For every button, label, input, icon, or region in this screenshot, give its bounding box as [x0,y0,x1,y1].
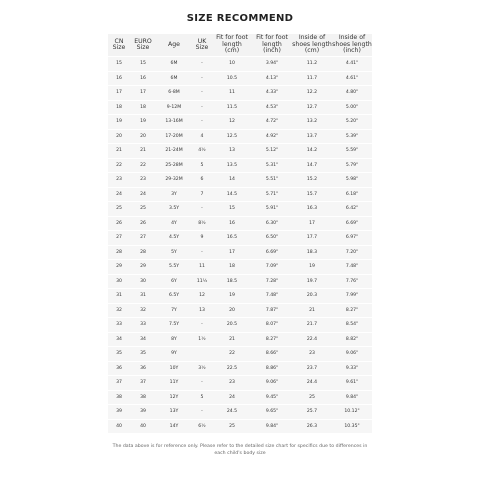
cell-foot-length-cm: 15 [212,202,252,216]
table-row [108,246,372,260]
table-row [108,420,372,434]
cell-foot-length-inch: 4.13" [252,72,292,86]
cell-cn-size: 24 [108,188,130,202]
cell-foot-length-inch: 4.33" [252,86,292,100]
cell-foot-length-inch: 8.66" [252,347,292,361]
cell-euro-size: 24 [130,188,156,202]
cell-foot-length-inch: 9.06" [252,376,292,390]
cell-cn-size: 18 [108,101,130,115]
cell-cn-size: 15 [108,57,130,71]
cell-inside-length-cm: 18.3 [292,246,332,260]
cell-inside-length-cm: 11.2 [292,57,332,71]
cell-inside-length-cm: 13.2 [292,115,332,129]
cell-cn-size: 31 [108,289,130,303]
column-header-age: Age [156,34,192,56]
cell-inside-length-cm: 15.7 [292,188,332,202]
cell-foot-length-inch: 8.07" [252,318,292,332]
column-header-euro-size: EURO Size [130,34,156,56]
column-header-uk-size: UK Size [192,34,212,56]
table-body [108,57,372,433]
cell-inside-length-cm: 17.7 [292,231,332,245]
table-row [108,304,372,318]
cell-inside-length-inch: 6.69" [332,217,372,231]
table-row [108,72,372,86]
cell-uk-size: - [192,72,212,86]
cell-euro-size: 29 [130,260,156,274]
cell-foot-length-inch: 9.45" [252,391,292,405]
cell-euro-size: 39 [130,405,156,419]
cell-inside-length-inch: 5.98" [332,173,372,187]
cell-age: 9-12M [156,101,192,115]
cell-inside-length-inch: 7.76" [332,275,372,289]
cell-cn-size: 38 [108,391,130,405]
cell-foot-length-inch: 5.31" [252,159,292,173]
cell-uk-size: 3½ [192,362,212,376]
cell-inside-length-inch: 7.99" [332,289,372,303]
cell-uk-size: - [192,202,212,216]
table-row [108,318,372,332]
cell-age: 12Y [156,391,192,405]
cell-inside-length-cm: 14.7 [292,159,332,173]
table-row [108,115,372,129]
cell-uk-size: 4½ [192,144,212,158]
cell-foot-length-cm: 12 [212,115,252,129]
cell-inside-length-inch: 7.20" [332,246,372,260]
cell-age: 6-8M [156,86,192,100]
cell-euro-size: 38 [130,391,156,405]
cell-cn-size: 27 [108,231,130,245]
cell-foot-length-cm: 11 [212,86,252,100]
cell-euro-size: 28 [130,246,156,260]
cell-uk-size: - [192,101,212,115]
cell-cn-size: 25 [108,202,130,216]
cell-uk-size: - [192,318,212,332]
cell-foot-length-inch: 9.65" [252,405,292,419]
cell-uk-size: 11 [192,260,212,274]
cell-cn-size: 32 [108,304,130,318]
cell-uk-size: 1½ [192,333,212,347]
cell-cn-size: 21 [108,144,130,158]
cell-uk-size: 8½ [192,217,212,231]
cell-inside-length-inch: 5.59" [332,144,372,158]
cell-cn-size: 30 [108,275,130,289]
column-header-inside-length-cm: Inside of shoes length (cm) [292,34,332,55]
cell-inside-length-inch: 6.97" [332,231,372,245]
cell-foot-length-cm: 12.5 [212,130,252,144]
cell-age: 6M [156,72,192,86]
cell-inside-length-cm: 19.7 [292,275,332,289]
cell-euro-size: 16 [130,72,156,86]
cell-inside-length-cm: 20.3 [292,289,332,303]
cell-inside-length-inch: 5.00" [332,101,372,115]
cell-inside-length-inch: 8.27" [332,304,372,318]
cell-inside-length-cm: 24.4 [292,376,332,390]
cell-foot-length-inch: 6.30" [252,217,292,231]
cell-foot-length-inch: 3.94" [252,57,292,71]
cell-age: 3Y [156,188,192,202]
cell-uk-size: 11½ [192,275,212,289]
cell-uk-size: 6½ [192,420,212,434]
cell-age: 29-32M [156,173,192,187]
table-row [108,144,372,158]
cell-inside-length-inch: 8.82" [332,333,372,347]
table-row [108,57,372,71]
cell-age: 21-24M [156,144,192,158]
table-row [108,130,372,144]
cell-cn-size: 16 [108,72,130,86]
cell-foot-length-cm: 18 [212,260,252,274]
cell-uk-size: 7 [192,188,212,202]
cell-cn-size: 36 [108,362,130,376]
table-row [108,202,372,216]
cell-age: 13Y [156,405,192,419]
cell-euro-size: 27 [130,231,156,245]
cell-inside-length-inch: 5.20" [332,115,372,129]
column-header-foot-length-inch: Fit for foot length (inch) [252,34,292,56]
cell-foot-length-inch: 5.12" [252,144,292,158]
cell-uk-size: 13 [192,304,212,318]
cell-euro-size: 19 [130,115,156,129]
cell-cn-size: 19 [108,115,130,129]
cell-foot-length-inch: 7.87" [252,304,292,318]
cell-age: 4Y [156,217,192,231]
cell-inside-length-cm: 12.2 [292,86,332,100]
cell-foot-length-cm: 10.5 [212,72,252,86]
table-row [108,275,372,289]
cell-inside-length-cm: 11.7 [292,72,332,86]
cell-age: 11Y [156,376,192,390]
cell-age: 6Y [156,275,192,289]
cell-cn-size: 34 [108,333,130,347]
cell-age: 14Y [156,420,192,434]
cell-inside-length-cm: 16.3 [292,202,332,216]
table-row [108,405,372,419]
cell-foot-length-inch: 6.69" [252,246,292,260]
cell-inside-length-inch: 10.35" [332,420,372,434]
cell-euro-size: 35 [130,347,156,361]
cell-inside-length-inch: 5.39" [332,130,372,144]
cell-cn-size: 17 [108,86,130,100]
cell-inside-length-cm: 13.7 [292,130,332,144]
table-row [108,376,372,390]
column-header-cn-size: CN Size [108,34,130,56]
cell-foot-length-inch: 6.50" [252,231,292,245]
cell-age: 25-28M [156,159,192,173]
cell-foot-length-cm: 14 [212,173,252,187]
cell-inside-length-inch: 9.33" [332,362,372,376]
cell-inside-length-inch: 6.18" [332,188,372,202]
cell-euro-size: 15 [130,57,156,71]
cell-inside-length-inch: 7.48" [332,260,372,274]
cell-foot-length-inch: 4.92" [252,130,292,144]
cell-foot-length-cm: 24.5 [212,405,252,419]
cell-foot-length-cm: 22 [212,347,252,361]
cell-age: 6.5Y [156,289,192,303]
cell-foot-length-inch: 7.48" [252,289,292,303]
cell-inside-length-inch: 8.54" [332,318,372,332]
cell-euro-size: 32 [130,304,156,318]
cell-uk-size: 4 [192,130,212,144]
cell-foot-length-cm: 13.5 [212,159,252,173]
cell-foot-length-inch: 7.28" [252,275,292,289]
cell-uk-size: - [192,57,212,71]
cell-foot-length-cm: 20.5 [212,318,252,332]
cell-uk-size [192,347,212,361]
cell-age: 5.5Y [156,260,192,274]
table-row [108,333,372,347]
cell-uk-size: 9 [192,231,212,245]
cell-uk-size: 5 [192,159,212,173]
cell-inside-length-cm: 22.4 [292,333,332,347]
cell-euro-size: 22 [130,159,156,173]
cell-age: 4.5Y [156,231,192,245]
cell-foot-length-cm: 16.5 [212,231,252,245]
column-header-inside-length-inch: Inside of shoes length (inch) [332,34,372,55]
cell-inside-length-cm: 14.2 [292,144,332,158]
cell-inside-length-inch: 4.61" [332,72,372,86]
cell-foot-length-cm: 22.5 [212,362,252,376]
cell-cn-size: 20 [108,130,130,144]
cell-cn-size: 22 [108,159,130,173]
cell-age: 10Y [156,362,192,376]
table-row [108,260,372,274]
cell-euro-size: 23 [130,173,156,187]
cell-uk-size: - [192,246,212,260]
cell-inside-length-inch: 4.41" [332,57,372,71]
cell-cn-size: 28 [108,246,130,260]
cell-foot-length-inch: 5.91" [252,202,292,216]
cell-foot-length-cm: 10 [212,57,252,71]
cell-foot-length-inch: 7.09" [252,260,292,274]
table-row [108,347,372,361]
cell-foot-length-cm: 24 [212,391,252,405]
cell-inside-length-cm: 23 [292,347,332,361]
cell-euro-size: 25 [130,202,156,216]
cell-euro-size: 34 [130,333,156,347]
cell-inside-length-cm: 12.7 [292,101,332,115]
cell-age: 8Y [156,333,192,347]
cell-foot-length-inch: 9.84" [252,420,292,434]
cell-foot-length-cm: 14.5 [212,188,252,202]
cell-uk-size: - [192,405,212,419]
cell-age: 7Y [156,304,192,318]
cell-inside-length-inch: 5.79" [332,159,372,173]
cell-inside-length-inch: 6.42" [332,202,372,216]
cell-cn-size: 39 [108,405,130,419]
cell-foot-length-cm: 20 [212,304,252,318]
cell-uk-size: - [192,376,212,390]
size-chart-table [108,33,372,434]
cell-uk-size: 12 [192,289,212,303]
table-row [108,231,372,245]
cell-inside-length-cm: 21.7 [292,318,332,332]
cell-euro-size: 17 [130,86,156,100]
cell-inside-length-inch: 4.80" [332,86,372,100]
table-row [108,188,372,202]
cell-cn-size: 35 [108,347,130,361]
table-row [108,362,372,376]
cell-cn-size: 40 [108,420,130,434]
cell-foot-length-cm: 16 [212,217,252,231]
table-row [108,217,372,231]
cell-inside-length-inch: 10.12" [332,405,372,419]
cell-inside-length-cm: 17 [292,217,332,231]
table-row [108,173,372,187]
cell-uk-size: - [192,86,212,100]
cell-age: 13-16M [156,115,192,129]
cell-foot-length-cm: 23 [212,376,252,390]
cell-inside-length-cm: 21 [292,304,332,318]
cell-euro-size: 40 [130,420,156,434]
cell-inside-length-cm: 26.3 [292,420,332,434]
cell-euro-size: 31 [130,289,156,303]
cell-age: 6M [156,57,192,71]
cell-foot-length-cm: 18.5 [212,275,252,289]
cell-inside-length-cm: 25 [292,391,332,405]
cell-inside-length-cm: 19 [292,260,332,274]
cell-uk-size: - [192,115,212,129]
cell-inside-length-cm: 15.2 [292,173,332,187]
cell-cn-size: 29 [108,260,130,274]
cell-age: 9Y [156,347,192,361]
table-row [108,159,372,173]
cell-inside-length-cm: 25.7 [292,405,332,419]
footnote: The data above is for reference only. Please refer to the detailed size chart for specifics due to differences in each child's body size [112,444,368,456]
cell-foot-length-cm: 13 [212,144,252,158]
cell-euro-size: 30 [130,275,156,289]
cell-foot-length-cm: 25 [212,420,252,434]
cell-euro-size: 33 [130,318,156,332]
page-title: SIZE RECOMMEND [186,13,294,24]
cell-uk-size: 5 [192,391,212,405]
cell-euro-size: 26 [130,217,156,231]
cell-foot-length-cm: 17 [212,246,252,260]
cell-euro-size: 37 [130,376,156,390]
cell-inside-length-inch: 9.84" [332,391,372,405]
cell-age: 3.5Y [156,202,192,216]
cell-euro-size: 18 [130,101,156,115]
cell-foot-length-inch: 5.51" [252,173,292,187]
cell-foot-length-inch: 4.72" [252,115,292,129]
cell-inside-length-cm: 23.7 [292,362,332,376]
cell-foot-length-cm: 11.5 [212,101,252,115]
cell-foot-length-cm: 21 [212,333,252,347]
cell-age: 17-20M [156,130,192,144]
cell-foot-length-cm: 19 [212,289,252,303]
cell-age: 5Y [156,246,192,260]
cell-cn-size: 37 [108,376,130,390]
cell-euro-size: 21 [130,144,156,158]
cell-foot-length-inch: 4.53" [252,101,292,115]
cell-inside-length-inch: 9.06" [332,347,372,361]
cell-cn-size: 33 [108,318,130,332]
cell-euro-size: 20 [130,130,156,144]
table-row [108,101,372,115]
cell-inside-length-inch: 9.61" [332,376,372,390]
table-row [108,391,372,405]
cell-foot-length-inch: 8.27" [252,333,292,347]
table-header-row [108,34,372,56]
cell-age: 7.5Y [156,318,192,332]
table-row [108,289,372,303]
column-header-foot-length-cm: Fit for foot length (cm) [212,34,252,56]
cell-foot-length-inch: 5.71" [252,188,292,202]
table-row [108,86,372,100]
cell-foot-length-inch: 8.86" [252,362,292,376]
cell-uk-size: 6 [192,173,212,187]
cell-euro-size: 36 [130,362,156,376]
cell-cn-size: 26 [108,217,130,231]
cell-cn-size: 23 [108,173,130,187]
